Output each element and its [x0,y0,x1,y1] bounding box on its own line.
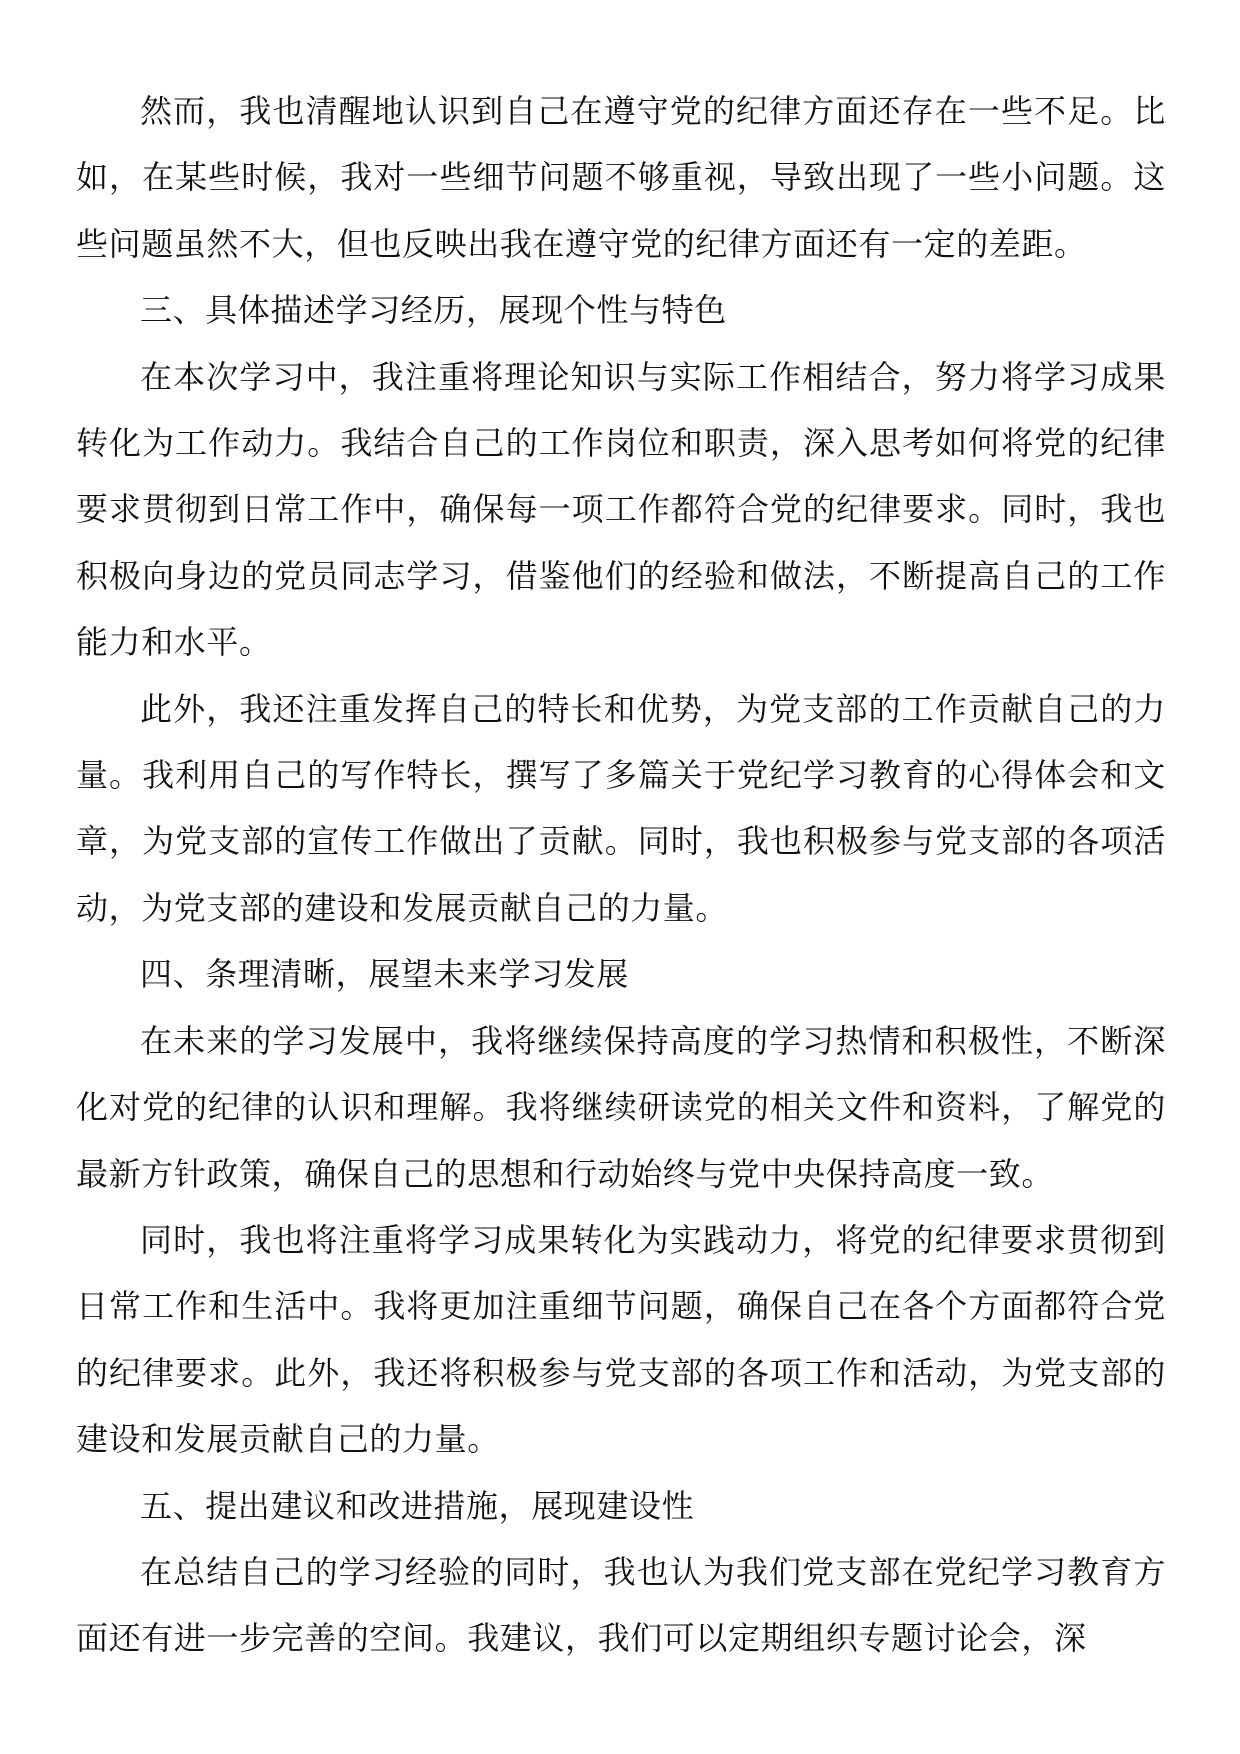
section-heading-3: 三、具体描述学习经历，展现个性与特色 [140,291,727,330]
paragraph-future-study: 在未来的学习发展中，我将继续保持高度的学习热情和积极性，不断深化对党的纪律的认识和理解。我将继续研读党的相关文件和资料，了解党的最新方针政策，确保自己的思想和行动始终与党中央保持高度一致。 [76,1021,1166,1193]
document-body [76,78,1166,1672]
paragraph-strengths: 此外，我还注重发挥自己的特长和优势，为党支部的工作贡献自己的力量。我利用自己的写作特长，撰写了多篇关于党纪学习教育的心得体会和文章，为党支部的宣传工作做出了贡献。同时，我也积极参与党支部的各项活动，为党支部的建设和发展贡献自己的力量。 [76,689,1166,927]
section-heading-5: 五、提出建议和改进措施，展现建设性 [140,1486,695,1525]
paragraph-practice: 同时，我也将注重将学习成果转化为实践动力，将党的纪律要求贯彻到日常工作和生活中。我将更加注重细节问题，确保自己在各个方面都符合党的纪律要求。此外，我还将积极参与党支部的各项工作和活动，为党支部的建设和发展贡献自己的力量。 [76,1220,1166,1459]
paragraph-shortcomings: 然而，我也清醒地认识到自己在遵守党的纪律方面还存在一些不足。比如，在某些时候，我对一些细节问题不够重视，导致出现了一些小问题。这些问题虽然不大，但也反映出我在遵守党的纪律方面还有一定的差距。 [76,92,1166,263]
paragraph-suggestions: 在总结自己的学习经验的同时，我也认为我们党支部在党纪学习教育方面还有进一步完善的空间。我建议，我们可以定期组织专题讨论会，深 [76,1552,1166,1658]
paragraph-study-experience: 在本次学习中，我注重将理论知识与实际工作相结合，努力将学习成果转化为工作动力。我结合自己的工作岗位和职责，深入思考如何将党的纪律要求贯彻到日常工作中，确保每一项工作都符合党的纪律要求。同时，我也积极向身边的党员同志学习，借鉴他们的经验和做法，不断提高自己的工作能力和水平。 [76,357,1166,662]
section-heading-4: 四、条理清晰，展望未来学习发展 [140,955,630,994]
